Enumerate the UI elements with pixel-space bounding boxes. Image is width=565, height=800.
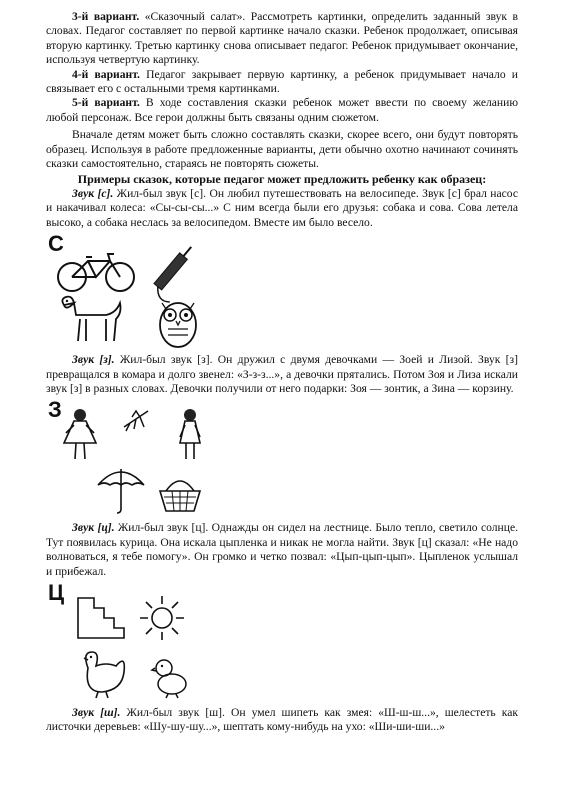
mosquito-icon — [120, 409, 150, 433]
sun-icon — [138, 594, 186, 642]
story-s-text: Жил-был звук [с]. Он любил путешествовать на велосипеде. Звук [с] брал насос и накачивал колеса: «Сы-сы-сы...» С ним всегда были его друзья: собака и сова. Сова летела высоко, а собака неслась за велосипедом. Вместе им было весело. — [46, 186, 519, 229]
story-c-label: Звук [ц]. — [72, 521, 115, 535]
variant-5-label: 5-й вариант. — [72, 96, 140, 110]
story-z-label: Звук [з]. — [72, 353, 115, 367]
bicycle-icon — [56, 251, 136, 293]
owl-icon — [154, 295, 202, 349]
story-z-text: Жил-был звук [з]. Он дружил с двумя девочками — Зоей и Лизой. Звук [з] превращался в комара и долго звенел: «З-з-з...», а девочки прятались. Потом Зоя и Лиза искали звук [з] в разных словах. Девочки получили от него подарки: Зоя — зонтик, а Зина — корзину. — [46, 353, 518, 395]
girl-zoya-icon — [62, 407, 98, 463]
figure-c — [46, 579, 518, 704]
variant-3-label: 3-й вариант. — [72, 10, 140, 23]
variant-3-paragraph — [46, 10, 518, 68]
variant-4-text: Педагог закрывает первую картинку, а ребенок придумывает начало и связывает его с остальными тремя картинками. — [46, 67, 519, 96]
variant-3-text: «Сказочный салат». Рассмотреть картинки, определить заданный звук в словах. Педагог составляет по первой картинке начало сказки. Ребенок продолжает, описывая вторую картинку. Третью картинку снова описывает педагог. Ребенок придумывает окончание, используя четвертую картинку. — [46, 10, 518, 67]
story-sh-label: Звук [ш]. — [72, 705, 121, 719]
figure-z — [46, 399, 518, 519]
umbrella-icon — [96, 467, 146, 515]
story-s-label: Звук [с]. — [72, 186, 114, 200]
document-page — [46, 10, 518, 735]
variant-5-text: В ходе составления сказки ребенок может ввести по своему желанию любой персонаж. Все герои должны быть связаны одним сюжетом. — [46, 96, 518, 124]
intro-paragraph: Вначале детям может быть сложно составлять сказки, скорее всего, они будут повторять образец. Используя в работе предложенные варианты, дети обычно охотно начинают сочинять сказки самостоятельно, стараясь не повторять сюжеты. — [46, 128, 518, 171]
variant-5-paragraph — [46, 96, 518, 125]
story-c-text: Жил-был звук [ц]. Однажды он сидел на лестнице. Было тепло, светило солнце. Тут появилась курица. Она искала цыпленка и никак не могла найти. Звук [ц] сказал: «Не надо волноваться, я тебе помогу». Он громко и четко позвал: «Цып-цып-цып». Цыпленок услышал и прибежал. — [46, 521, 518, 578]
dog-icon — [56, 295, 128, 347]
variant-4-paragraph — [46, 68, 518, 97]
figure-s-letter: С — [48, 231, 64, 257]
chick-icon — [150, 656, 190, 700]
girl-liza-icon — [174, 407, 206, 463]
story-z-paragraph — [46, 353, 518, 396]
stairs-icon — [76, 596, 126, 640]
hen-icon — [76, 648, 128, 700]
variant-4-label: 4-й вариант. — [72, 67, 140, 81]
story-s-paragraph — [46, 187, 518, 230]
basket-icon — [156, 479, 204, 513]
figure-s — [46, 233, 518, 351]
story-sh-text: Жил-был звук [ш]. Он умел шипеть как змея: «Ш-ш-ш...», шелестеть как листочки деревьев: «Шу-шу-шу...», шептать кому-нибудь на ухо: «Ши-ши-ши...» — [46, 705, 518, 734]
story-sh-paragraph — [46, 706, 518, 735]
figure-z-letter: З — [48, 397, 62, 423]
story-c-paragraph — [46, 521, 518, 579]
figure-c-letter: Ц — [48, 579, 65, 605]
pump-icon — [144, 243, 204, 295]
examples-heading: Примеры сказок, которые педагог может предложить ребенку как образец: — [77, 172, 487, 187]
